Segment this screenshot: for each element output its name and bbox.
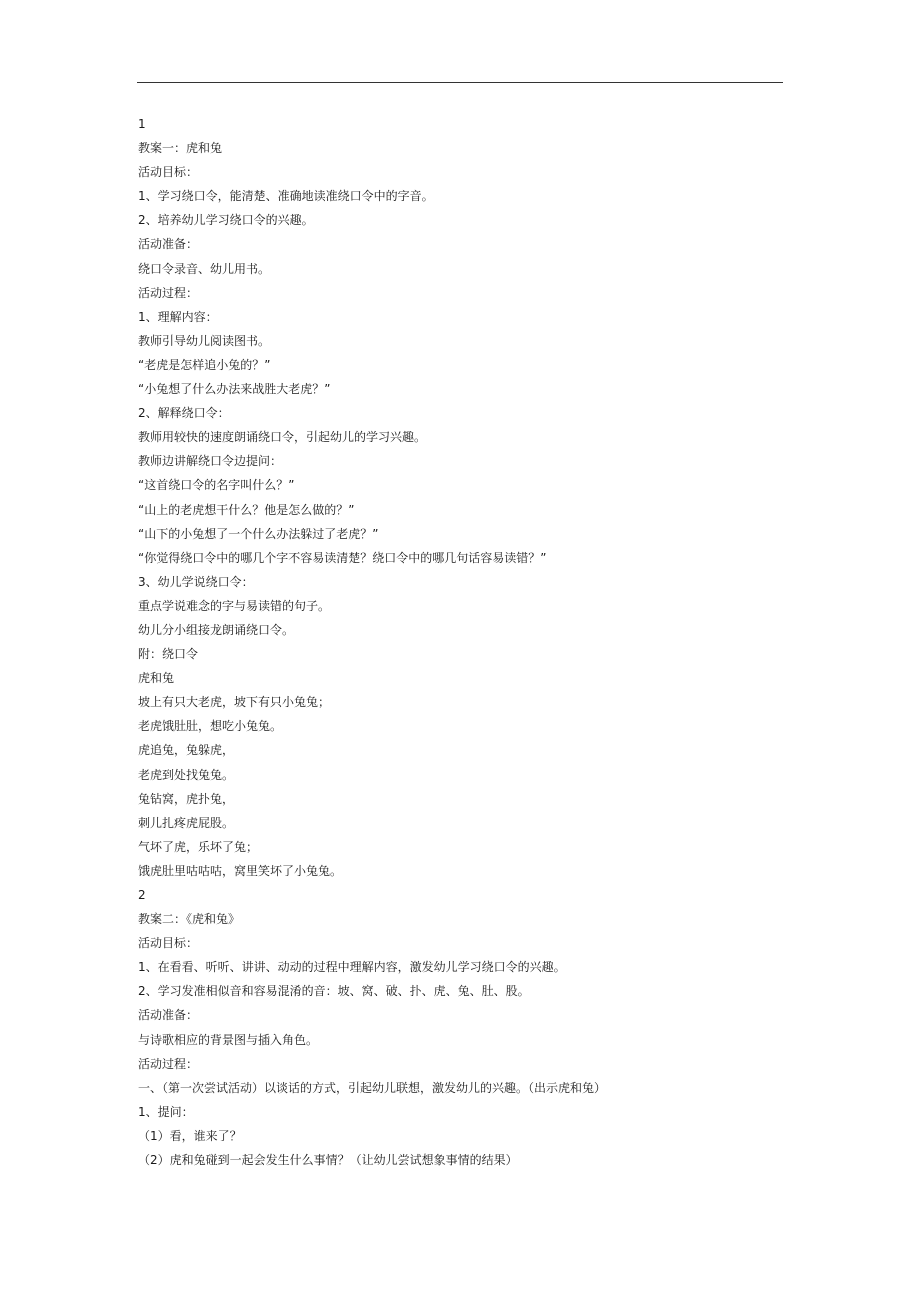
doc-line: 坡上有只大老虎，坡下有只小兔兔； — [138, 695, 331, 710]
header-rule — [137, 82, 783, 83]
doc-line: 刺儿扎疼虎屁股。 — [138, 815, 235, 830]
doc-line: 教师边讲解绕口令边提问： — [138, 454, 283, 469]
doc-line: 活动准备： — [138, 1008, 199, 1023]
doc-line: “你觉得绕口令中的哪几个字不容易读清楚？绕口令中的哪几句话容易读错？” — [138, 550, 547, 565]
document-body — [138, 112, 818, 1172]
doc-line: （2）虎和兔碰到一起会发生什么事情？（让幼儿尝试想象事情的结果） — [138, 1153, 518, 1168]
doc-line: 教师引导幼儿阅读图书。 — [138, 333, 271, 348]
doc-line: 1、学习绕口令，能清楚、准确地读准绕口令中的字音。 — [138, 189, 434, 204]
doc-line: 一、（第一次尝试活动）以谈话的方式，引起幼儿联想，激发幼儿的兴趣。（出示虎和兔） — [138, 1080, 607, 1095]
doc-line: 3、幼儿学说绕口令： — [138, 574, 254, 589]
doc-line: 重点学说难念的字与易读错的句子。 — [138, 598, 331, 613]
doc-line: 1、在看看、听听、讲讲、动动的过程中理解内容，激发幼儿学习绕口令的兴趣。 — [138, 960, 566, 975]
doc-line: 活动过程： — [138, 285, 199, 300]
doc-line: 教师用较快的速度朗诵绕口令，引起幼儿的学习兴趣。 — [138, 430, 427, 445]
doc-line: 2、解释绕口令： — [138, 406, 230, 421]
doc-line: “小兔想了什么办法来战胜大老虎？” — [138, 382, 331, 397]
doc-line: 教案一：虎和兔 — [138, 141, 223, 156]
doc-line: 老虎到处找兔兔。 — [138, 767, 235, 782]
doc-line: 2、培养幼儿学习绕口令的兴趣。 — [138, 213, 314, 228]
doc-line: 活动过程： — [138, 1056, 199, 1071]
doc-line: 老虎饿肚肚，想吃小兔兔。 — [138, 719, 283, 734]
doc-line: 饿虎肚里咕咕咕，窝里笑坏了小兔兔。 — [138, 863, 343, 878]
doc-line: 虎追兔，兔躲虎， — [138, 743, 235, 758]
doc-line: 2 — [138, 888, 146, 902]
doc-line: “山上的老虎想干什么？他是怎么做的？” — [138, 502, 355, 517]
doc-line: 1、提问： — [138, 1104, 194, 1119]
doc-line: 兔钻窝，虎扑兔， — [138, 791, 235, 806]
doc-line: 2、学习发准相似音和容易混淆的音：坡、窝、破、扑、虎、兔、肚、股。 — [138, 984, 530, 999]
doc-line: 附：绕口令 — [138, 647, 199, 662]
doc-line: 1、理解内容： — [138, 309, 218, 324]
doc-line: “山下的小兔想了一个什么办法躲过了老虎？” — [138, 526, 379, 541]
doc-line: （1）看，谁来了？ — [138, 1128, 242, 1143]
doc-line: 气坏了虎，乐坏了兔； — [138, 839, 259, 854]
doc-line: 活动准备： — [138, 237, 199, 252]
doc-line: 活动目标： — [138, 165, 199, 180]
doc-line: 绕口令录音、幼儿用书。 — [138, 261, 271, 276]
doc-line: 幼儿分小组接龙朗诵绕口令。 — [138, 622, 295, 637]
doc-line: 与诗歌相应的背景图与插入角色。 — [138, 1032, 319, 1047]
doc-line: 1 — [138, 117, 146, 131]
doc-line: 活动目标： — [138, 936, 199, 951]
doc-line: 教案二：《虎和兔》 — [138, 912, 241, 927]
doc-line: “老虎是怎样追小兔的？” — [138, 357, 271, 372]
doc-line: 虎和兔 — [138, 671, 175, 686]
doc-line: “这首绕口令的名字叫什么？” — [138, 478, 295, 493]
